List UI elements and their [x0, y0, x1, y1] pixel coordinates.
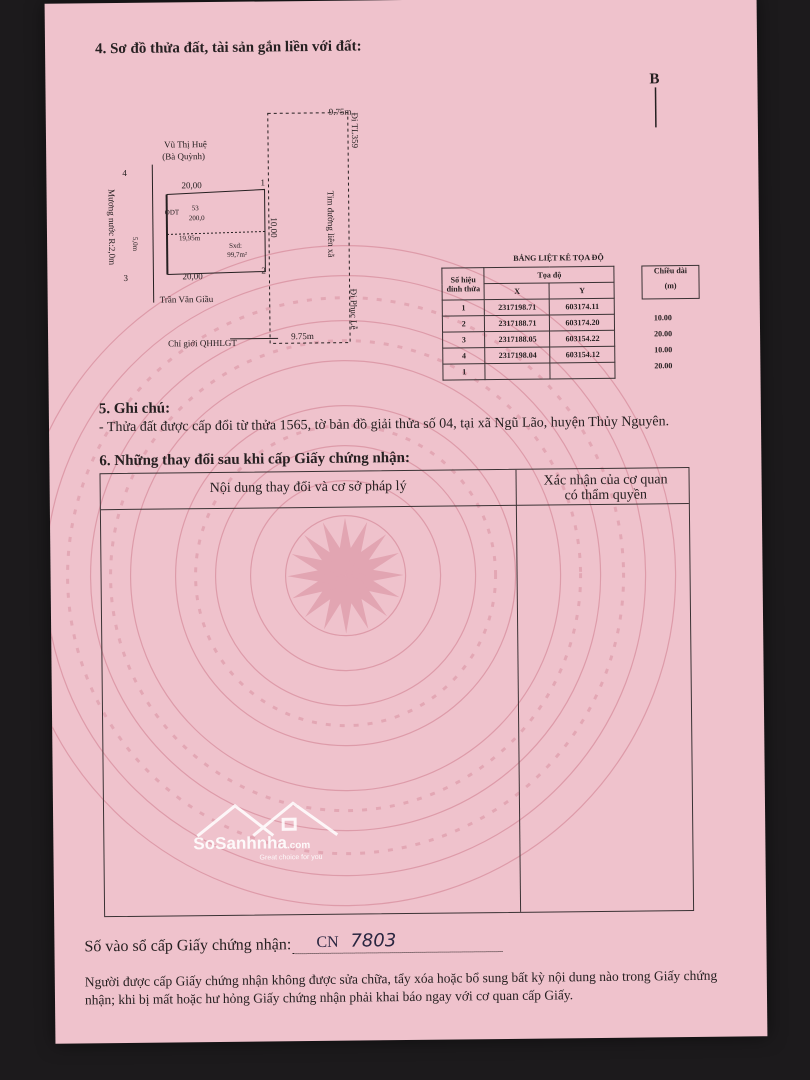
boundary-label: Chỉ giới QHHLGT: [168, 337, 237, 349]
certificate-page: [45, 0, 768, 1044]
point-2: 2: [261, 265, 266, 276]
north-label: B: [649, 71, 660, 88]
table-row: 1: [443, 362, 624, 380]
coord-header-x: X: [485, 283, 550, 300]
table-row: 4 2317198.04 603154.12: [443, 346, 624, 364]
canal-label: Mương nước R:2,0m: [106, 189, 118, 266]
changes-col2-header: Xác nhận của cơ quan có thẩm quyền: [543, 472, 668, 504]
sub-area-value: 99,7m²: [227, 250, 248, 259]
bottom-width: 9.75m: [291, 330, 314, 342]
register-prefix: CN: [316, 933, 339, 951]
coord-table-title: BẢNG LIỆT KÊ TỌA ĐỘ: [513, 252, 604, 263]
section4-heading: 4. Sơ đồ thửa đất, tài sản gắn liền với đất:: [94, 38, 362, 58]
parcel-label: ODT: [164, 208, 180, 217]
length-value: 20.00: [654, 361, 673, 371]
inner-left-length: 5,0m: [131, 236, 140, 252]
top-width: 9.75m: [328, 106, 352, 117]
north-arrow-icon: [649, 85, 661, 129]
coord-header-coord: Tọa độ: [484, 266, 614, 283]
register-label: Số vào sổ cấp Giấy chứng nhận:: [84, 936, 292, 956]
road-center-label: Tim đường liên xã: [325, 190, 337, 258]
parcel-area: 200,0: [188, 214, 205, 223]
neighbor-top-alias: (Bà Quỳnh): [162, 151, 205, 162]
footer-warning: Người được cấp Giấy chứng nhận không được sửa chữa, tẩy xóa hoặc bổ sung bất kỳ nội dung nào trong Giấy chứng nhận; khi bị mất hoặc hư hỏng Giấy chứng nhận phải khai báo ngay với cơ quan cấp Giấy.: [84, 967, 718, 1008]
register-number: 7803: [350, 930, 397, 952]
table-row: 1 2317198.71 603174.11: [442, 298, 623, 316]
length-value: 10.00: [654, 345, 673, 355]
side-right-length: 10,00: [268, 217, 280, 238]
coord-header-point: Số hiệu đỉnh thửa: [442, 268, 485, 300]
side-bottom-length: 20,00: [182, 271, 203, 282]
road-top-label: Đi TL359: [349, 112, 361, 149]
neighbor-bottom: Trần Văn Giầu: [159, 294, 214, 305]
side-top-length: 20,00: [181, 180, 202, 191]
sub-area-label: Sxd:: [229, 241, 243, 250]
changes-table: [99, 467, 694, 917]
watermark-tagline: Great choice for you: [259, 853, 323, 862]
point-3: 3: [123, 272, 129, 283]
point-4: 4: [122, 167, 127, 178]
table-row: 2 2317188.71 603174.20: [442, 314, 623, 332]
length-value: 10.00: [653, 313, 672, 323]
section6-heading: 6. Những thay đổi sau khi cấp Giấy chứng nhận:: [99, 449, 411, 470]
length-value: 20.00: [654, 329, 673, 339]
coord-table: [441, 266, 624, 381]
section5-heading: 5. Ghi chú:: [98, 400, 171, 418]
parcel-number: 53: [191, 204, 199, 213]
point-1: 1: [260, 177, 266, 188]
section5-note: - Thửa đất được cấp đổi từ thửa 1565, tờ bản đồ giải thửa số 04, tại xã Ngũ Lão, huyện Thủy Nguyên.: [98, 414, 670, 436]
inner-width: 19,95m: [178, 234, 201, 243]
coord-header-y: Y: [550, 282, 615, 299]
changes-col1-header: Nội dung thay đổi và cơ sở pháp lý: [209, 478, 407, 497]
neighbor-top-name: Vũ Thị Huệ: [164, 139, 207, 150]
length-header: Chiều dài (m): [641, 265, 699, 300]
road-bottom-label: Đi Phục Lễ: [348, 288, 360, 330]
watermark-brand: SoSanhnha.com: [193, 833, 311, 854]
table-row: 3 2317188.05 603154.22: [443, 330, 624, 348]
